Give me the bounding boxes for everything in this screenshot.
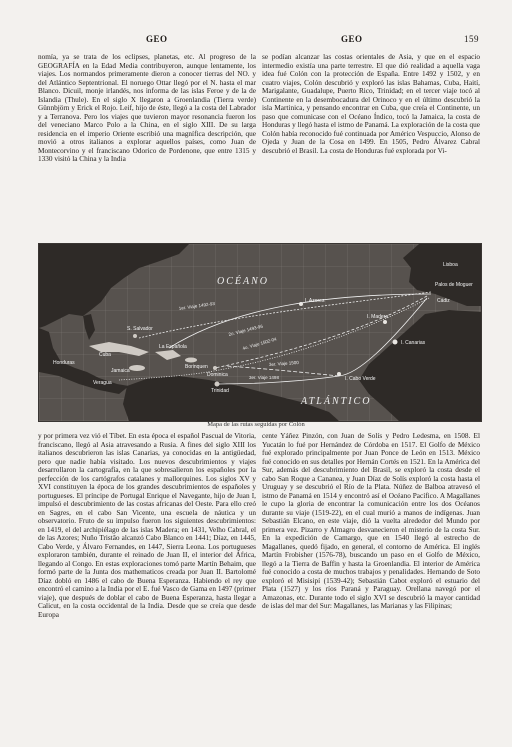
- paragraph: se podían alcanzar las costas orientales de Asia, y que en el espacio intermedio existía una parte terrestre. El que dió realidad a aquella vaga idea fué Colón con la protección de España. Entre 1492 y 1502, y en cuatro viajes, Colón descubrió y exploró las islas Bahamas, Cuba, Haití, Marigalante, Guadalupe, Puerto Rico, Trinidad; en el tercer viaje tocó al Continente en la desembocadura del Orinoco y en el último descubrió la isla Martinica, y pensando encontrar en Cuba, que creía el Continente, un paso que comunicase con el Océano Índico, tocó la Jamaica, la costa de Honduras y llegó hasta el istmo de Panamá. La exploración de la costa que Colón había reconocido fué continuada por Américo Vespuccio, Alonso de Ojeda y Juan de la Cosa en 1499. En 1505, Pedro Álvarez Cabral descubrió el Brasil. La costa de Honduras fué explorada por Vi-: [262, 53, 480, 155]
- label-jamaica: Jamaica: [111, 368, 130, 374]
- label-borinquen: Borinquen: [185, 364, 208, 370]
- canarias-island: [393, 340, 398, 345]
- columbus-routes-map: [38, 243, 482, 422]
- jamaica-landmass: [129, 365, 145, 371]
- label-cuba: Cuba: [99, 352, 111, 358]
- label-palos: Palos de Moguer: [435, 282, 473, 288]
- label-veragua: Veragua: [93, 380, 112, 386]
- page-number: 159: [464, 34, 479, 44]
- route-label-2: 2o. Viaje 1493-96: [228, 323, 264, 337]
- dominica-landmass: [213, 366, 217, 370]
- trinidad-landmass: [215, 382, 220, 387]
- label-azores: I. Azores: [305, 298, 325, 304]
- running-head-left: GEO: [146, 34, 168, 44]
- running-head-middle: GEO: [341, 34, 363, 44]
- label-cadiz: Cádiz: [437, 298, 450, 304]
- top-left-column: [38, 53, 256, 240]
- label-madera: I. Madera: [367, 314, 389, 320]
- map-caption: Mapa de las rutas seguidas por Colón: [207, 421, 305, 428]
- page-header: [0, 34, 512, 48]
- route-label-5: 3er. Viaje 1500: [268, 359, 299, 367]
- ocean-label-top: OCÉANO: [217, 276, 269, 287]
- cabo-verde-island: [337, 372, 341, 376]
- label-cabo-verde: I. Cabo Verde: [345, 376, 376, 382]
- label-salvador: S. Salvador: [127, 326, 153, 332]
- paragraph: y por primera vez vió el Tíbet. En esta época el español Pascual de Vitoria, franciscano, llegó al Asia atravesando a Rusia. A fines del siglo XIII los italianos descubrieron las islas Canarias, ya conocidas en la antigüedad, pero que nadie había visitado. Los nuevos descubrimientos y viajes desarrollaron la cartografía, en la que sobresalieron los españoles por la perfección de los cartógrafos catalanes y mallorquines. Los siglos XV y XVI constituyen la época de los grandes descubrimientos de españoles y portugueses. El príncipe de Portugal Enrique el Navegante, hijo de Juan I, impulsó el descubrimiento de las costas africanas del Oeste. Para ello creó en Sagres, en el cabo San Vicente, una escuela de náutica y un observatorio. Fruto de su impulso fueron los siguientes descubrimientos: en 1419, el del archipiélago de las islas Madera; en 1431, Velho Cabral, el de las Azores; Nuño Tristão alcanzó Cabo Blanco en 1441; Díaz, en 1445, Cabo Verde, y Álvaro Fernandes, en 1447, Sierra Leona. Los portugueses exploraron también, durante el reinado de Juan II, el interior del África, llegando al Congo. En estas exploraciones tomó parte Martín Behaim, que formó parte de la Junta dos mathematicos creada por Juan II. Bartolomé Díaz dobló en 1486 el cabo de Buena Esperanza. Habiendo el rey que encontró el camino a la India por el E. fué Vasco de Gama en 1497 (primer viaje), que después de doblar el cabo de Buena Esperanza, hasta llegar a Calicut, en la costa occidental de la India. Desde que se creía que desde Europa: [38, 432, 256, 619]
- ocean-label-bottom: ATLÁNTICO: [301, 396, 372, 407]
- label-dominica: Dominica: [207, 372, 228, 378]
- route-label-3: 3er. Viaje 1498: [249, 375, 279, 380]
- top-right-column: [262, 53, 480, 240]
- paragraph: nomía, ya se trata de los eclipses, planetas, etc. Al progreso de la GEOGRAFÍA en la Edad Media contribuyeron, aunque lentamente, los viajes. Los normandos primeramente dieron a conocer tierras del NO. y del Atlántico Septentrional. El noruego Ottar llegó por el N. hasta el mar Blanco. Dicuil, monje irlandés, nos informa de las islas Feroe y de la de Islandia (Thule). En el siglo X llegaron a Groenlandia (Tierra verde) Günnbjörn y Erick el Rojo. Leif, hijo de éste, llegó a la costa del Labrador y a Terranova. Pero los viajes que tuvieron mayor resonancia fueron los del veneciano Marco Polo a la China, en el siglo XIII. De su larga residencia en el imperio Oriente escribió una magnífica descripción, que movió a otros italianos a explorar aquellos países, como Juan de Montecorvino y el franciscano Odorico de Pordenone, que entre 1315 y 1330 visitó la China y la India: [38, 53, 256, 163]
- label-canarias: I. Canarias: [401, 340, 426, 346]
- route-label-4: 4o. Viaje 1502-04: [241, 336, 278, 351]
- route-label-1: 1er. Viaje 1492-93: [178, 300, 216, 311]
- paragraph: cente Yáñez Pinzón, con Juan de Solís y Pedro Ledesma, en 1508. El Yucatán lo fué por Hernández de Córdoba en 1517. El Golfo de México fué explorado principalmente por Juan Ponce de León en 1513. México fué conocido en sus detalles por Hernán Cortés en 1521. En la América del Sur, además del descubrimiento del Brasil, se exploró la costa desde el cabo San Roque a Cananea, y Juan Díaz de Solís exploró la costa hasta el Uruguay y se descubrió el Río de la Plata. Núñez de Balboa atravesó el istmo de Panamá en 1514 y encontró así el Océano Pacífico. A Magallanes le cupo la gloria de encontrar la comunicación entre los dos Océanos durante su viaje (1519-22), en el cual murió a manos de indígenas. Juan Sebastián Elcano, en este viaje, dió la vuelta alrededor del Mundo por primera vez. Pizarro y Almagro desvanecieron el misterio de la costa Sur. En la expedición de Camargo, que en 1540 llegó al estrecho de Magallanes, quedó fijado, en general, el contorno de América. El inglés Martín Frobisher (1576-78), buscando un paso en el Golfo de México, llegó a la Tierra de Baffin y hasta la Groenlandia. El interior de América fué conocido a costa de muchos trabajos y penalidades. Hernando de Soto exploró el Misisipí (1539-42); Sebastián Cabot exploró el estuario del Plata (1527) y los ríos Paraná y Paraguay. Orellana navegó por el Amazonas, etc. Durante todo el siglo XVI se descubrió la mayor cantidad de islas del mar del Sur: Magallanes, las Marianas y las Filipinas;: [262, 432, 480, 610]
- madeira-island: [383, 320, 387, 324]
- label-honduras: Honduras: [53, 360, 75, 366]
- bottom-left-column: [38, 432, 256, 727]
- bahamas-landmass: [133, 334, 137, 338]
- puerto-rico-landmass: [185, 358, 197, 363]
- label-lisboa: Lisboa: [443, 262, 458, 268]
- bottom-right-column: [262, 432, 480, 727]
- map-figure: [39, 244, 481, 421]
- label-espanola: La Española: [159, 344, 187, 350]
- label-trinidad: Trinidad: [211, 388, 229, 394]
